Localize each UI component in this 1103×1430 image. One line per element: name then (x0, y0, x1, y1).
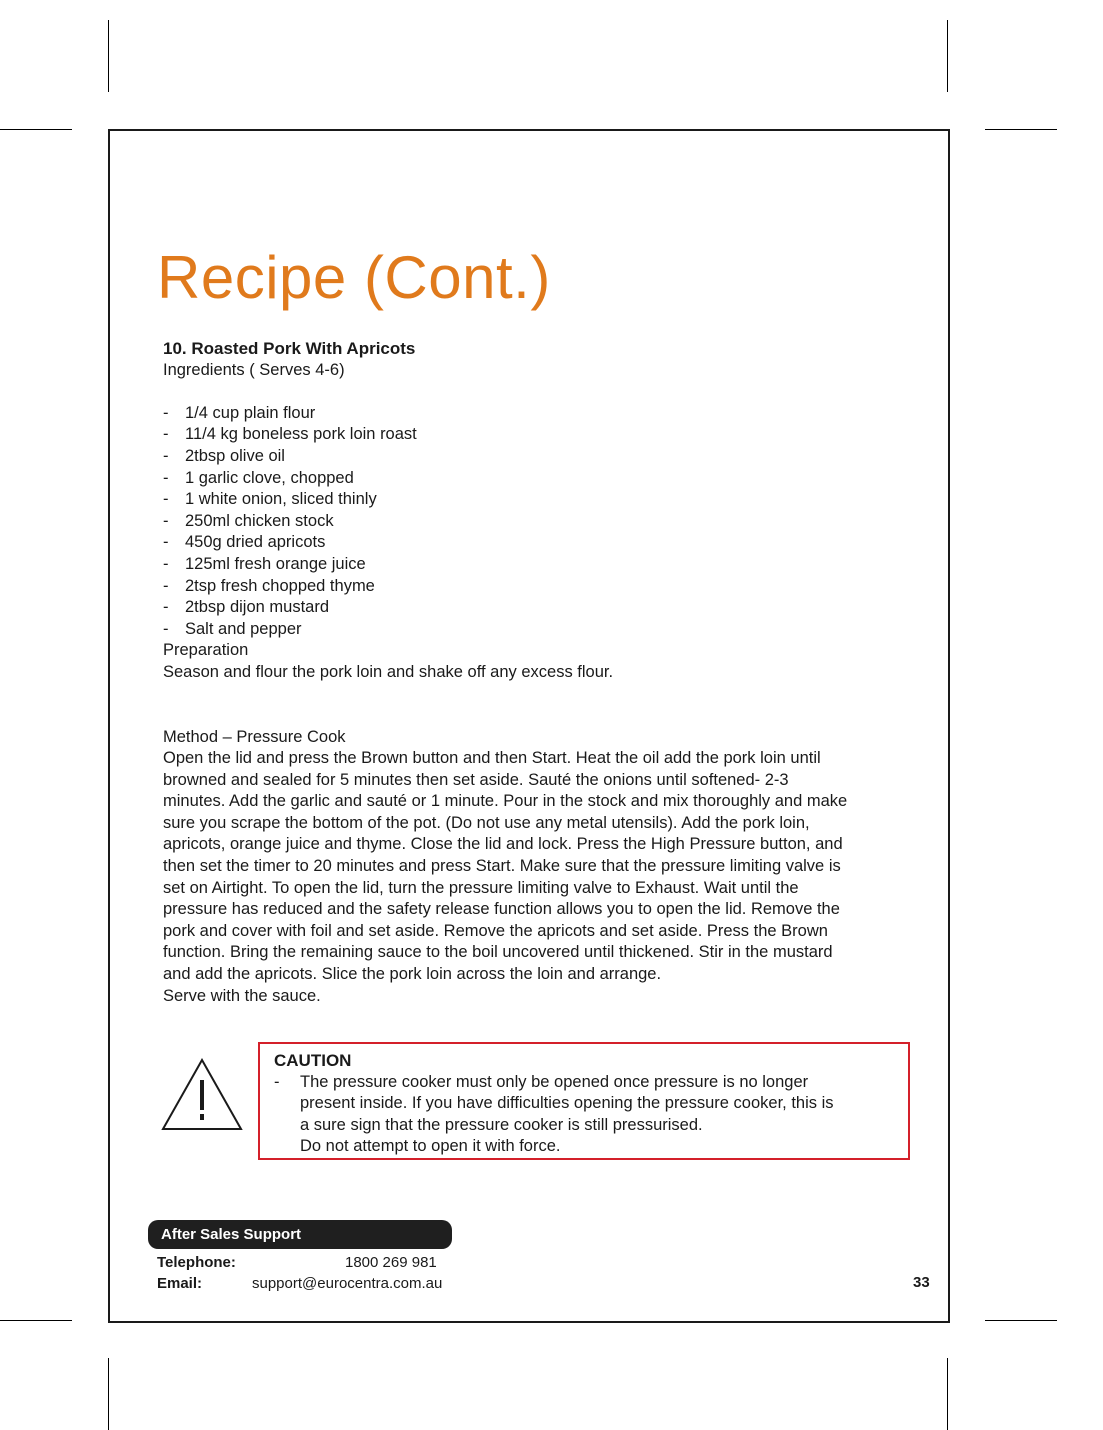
telephone-value: 1800 269 981 (345, 1254, 437, 1271)
email-value: support@eurocentra.com.au (252, 1275, 443, 1292)
caution-title: CAUTION (274, 1051, 352, 1070)
crop-mark (0, 129, 72, 130)
caution-box (258, 1042, 910, 1160)
preparation-label: Preparation (163, 641, 249, 660)
crop-mark (0, 1320, 72, 1321)
list-item: - 1 white onion, sliced thinly (163, 490, 377, 509)
crop-mark (108, 1358, 109, 1430)
list-item: - 11/4 kg boneless pork loin roast (163, 425, 417, 444)
page-title: Recipe (Cont.) (157, 244, 551, 311)
crop-mark (108, 20, 109, 92)
list-item: - 2tsp fresh chopped thyme (163, 576, 375, 595)
after-sales-support-bar: After Sales Support (148, 1220, 452, 1249)
ingredients-list (163, 403, 923, 641)
list-item: - Salt and pepper (163, 619, 302, 638)
recipe-heading: 10. Roasted Pork With Apricots (163, 339, 416, 358)
list-item: - 1 garlic clove, chopped (163, 468, 354, 487)
email-row (157, 1274, 457, 1293)
method-text: Open the lid and press the Brown button and then Start. Heat the oil add the pork loin until browned and sealed for 5 minutes then set aside. Sauté the onions until softened- 2-3 minutes. Add the garlic and sauté or 1 minute. Pour in the stock and mix thoroughly and make sure you scrape the bottom of the pot. (Do not use any metal utensils). Add the pork loin, apricots, orange juice and thyme. Close the lid and lock. Press the High Pressure button, and then set the timer to 20 minutes and press Start. Make sure that the pressure limiting valve is set on Airtight. To open the lid, turn the pressure limiting valve to Exhaust. Wait until the pressure has reduced and the safety release function allows you to open the lid. Remove the pork and cover with foil and set aside. Remove the apricots and set aside. Press the Brown function. Bring the remaining sauce to the boil uncovered until thickened. Stir in the mustard and add the apricots. Slice the pork loin across the loin and arrange. Serve with the sauce. (163, 749, 848, 1005)
caution-text: The pressure cooker must only be opened once pressure is no longer present inside. If you have difficulties opening the pressure cooker, this is a sure sign that the pressure cooker is still pressurised. Do not attempt to open it with force. (300, 1072, 834, 1156)
ingredients-label: Ingredients ( Serves 4-6) (163, 360, 345, 379)
list-item: - 125ml fresh orange juice (163, 554, 366, 573)
recipe-content (163, 338, 923, 1007)
telephone-label: Telephone: (157, 1254, 236, 1271)
crop-mark (947, 20, 948, 92)
warning-triangle-icon (161, 1058, 243, 1132)
method-label: Method – Pressure Cook (163, 727, 346, 746)
caution-item: - The pressure cooker must only be opened once pressure is no longer present inside. If you have difficulties opening the pressure cooker, this is a sure sign that the pressure cooker is still pressurised. Do not attempt to open it with force. (274, 1072, 894, 1158)
list-item: - 250ml chicken stock (163, 511, 334, 530)
page-number: 33 (913, 1274, 930, 1291)
email-label: Email: (157, 1275, 203, 1292)
preparation-text: Season and flour the pork loin and shake off any excess flour. (163, 662, 614, 681)
crop-mark (947, 1358, 948, 1430)
crop-mark (985, 129, 1057, 130)
list-item: - 1/4 cup plain flour (163, 403, 316, 422)
crop-mark (985, 1320, 1057, 1321)
list-item: - 2tbsp olive oil (163, 446, 285, 465)
list-item: - 2tbsp dijon mustard (163, 598, 329, 617)
list-item: - 450g dried apricots (163, 533, 326, 552)
telephone-row (157, 1253, 457, 1272)
